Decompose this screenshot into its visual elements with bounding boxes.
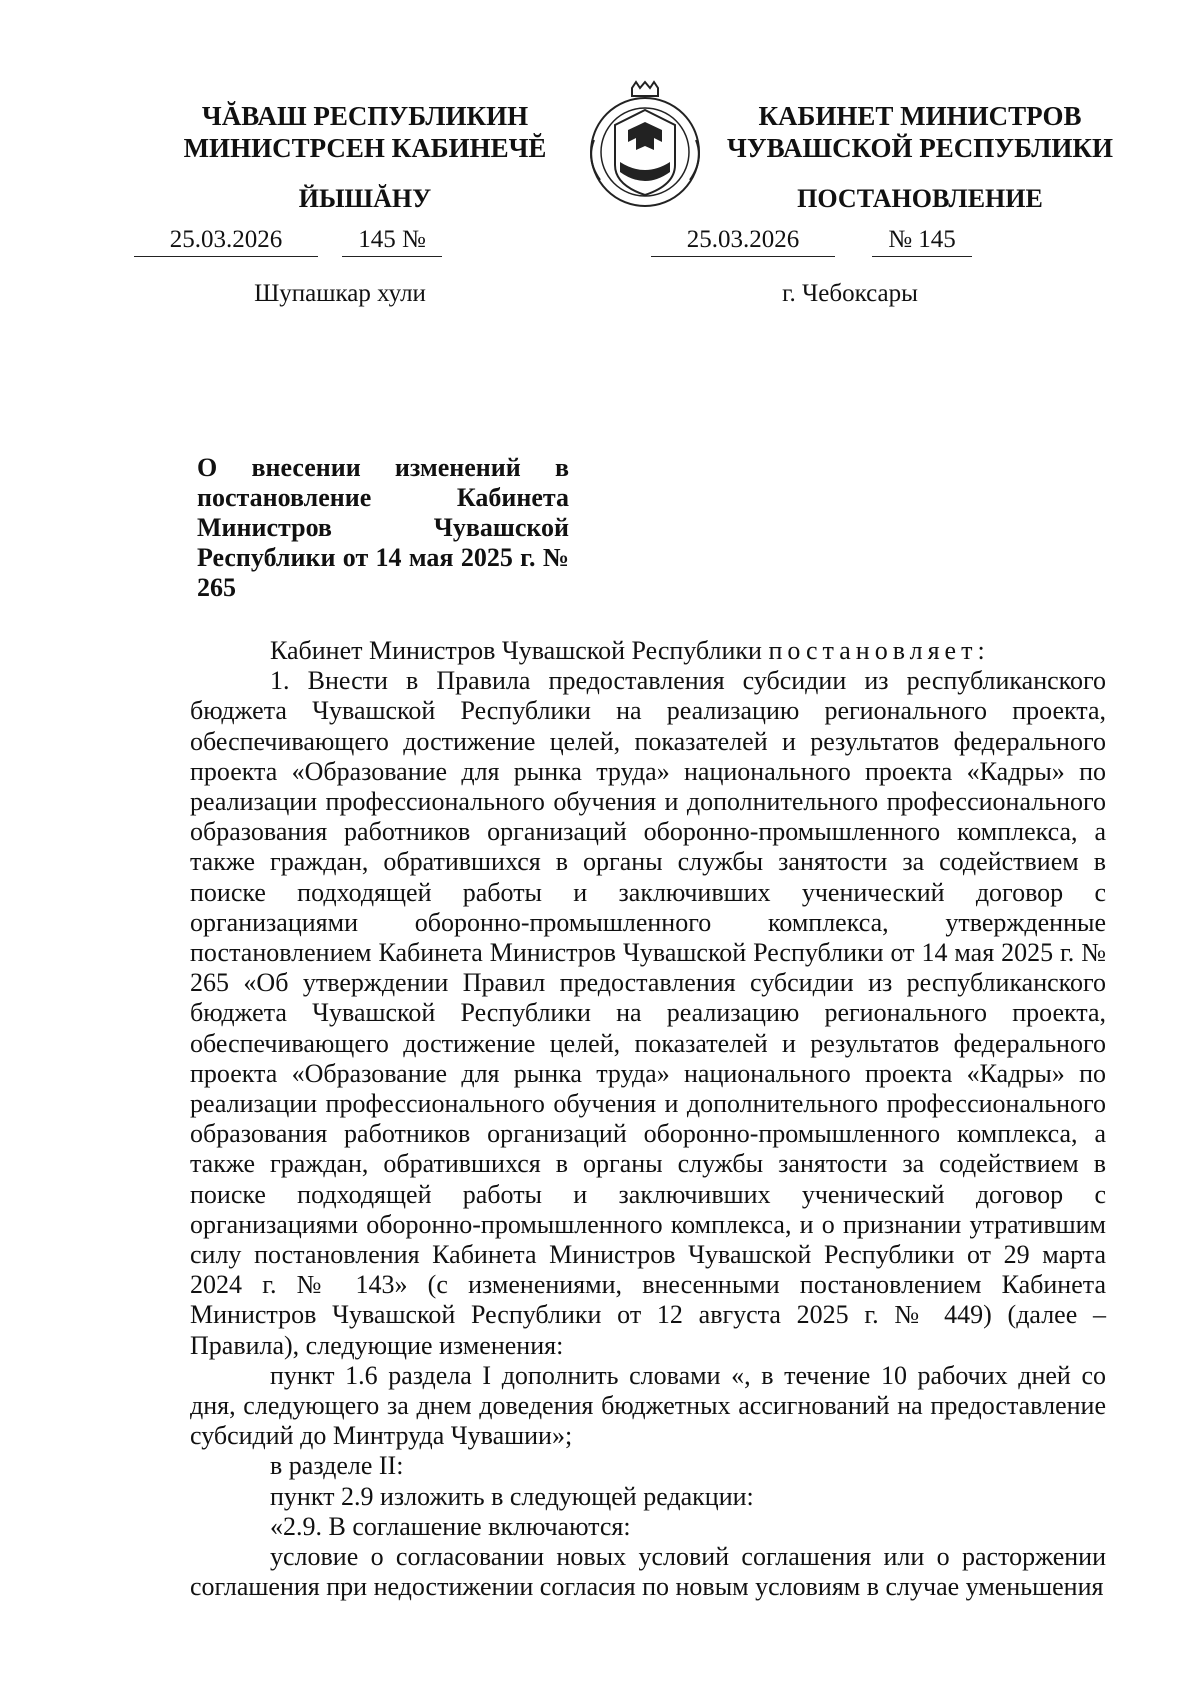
city-left: Шупашкар хули <box>254 280 426 307</box>
header-left-line2: МИНИСТРСЕН КАБИНЕЧĔ <box>183 133 547 163</box>
intro-paragraph <box>190 636 1106 666</box>
date-left: 25.03.2026 <box>134 226 318 257</box>
document-body <box>190 636 1106 1603</box>
paragraph-2: пункт 1.6 раздела I дополнить словами «, в течение 10 рабочих дней со дня, следующего за днем доведения бюджетных ассигнований на предоставление субсидий до Минтруда Чувашии»; <box>190 1360 1106 1451</box>
paragraph-5: «2.9. В соглашение включаются: <box>270 1511 631 1541</box>
paragraph-4: пункт 2.9 изложить в следующей редакции: <box>270 1481 754 1511</box>
number-left: 145 № <box>342 226 442 257</box>
header-left-line1: ЧĂВАШ РЕСПУБЛИКИН <box>201 101 529 131</box>
date-right: 25.03.2026 <box>651 226 835 257</box>
intro-spaced: постановляет: <box>768 636 990 665</box>
paragraph-6: условие о согласовании новых условий соглашения или о расторжении соглашения при недостижении согласия по новым условиям в случае уменьшения <box>190 1542 1106 1602</box>
header-right <box>710 100 1130 164</box>
paragraph-1: 1. Внести в Правила предоставления субсидии из республиканского бюджета Чувашской Республики на реализацию регионального проекта, обеспечивающего достижение целей, показателей и результатов федерального проекта «Образование для рынка труда» национального проекта «Кадры» по реализации профессионального обучения и дополнительного профессионального образования работников организаций оборонно-промышленного комплекса, а также граждан, обратившихся в органы службы занятости за содействием в поиске подходящей работы и заключивших ученический договор с организациями оборонно-промышленного комплекса, утвержденные постановлением Кабинета Министров Чувашской Республики от 14 мая 2025 г. № 265 «Об утверждении Правил предоставления субсидии из республиканского бюджета Чувашской Республики на реализацию регионального проекта, обеспечивающего достижение целей, показателей и результатов федерального проекта «Образование для рынка труда» национального проекта «Кадры» по реализации профессионального обучения и дополнительного профессионального образования работников организаций оборонно-промышленного комплекса, а также граждан, обратившихся в органы службы занятости за содействием в поиске подходящей работы и заключивших ученический договор с организациями оборонно-промышленного комплекса, и о признании утратившим силу постановления Кабинета Министров Чувашской Республики от 29 марта 2024 г. № 143» (с изменениями, внесенными постановлением Кабинета Министров Чувашской Республики от 12 августа 2025 г. № 449) (далее – Правила), следующие изменения: <box>190 666 1106 1360</box>
header-left <box>160 100 570 164</box>
document-title: О внесении изменений в постановление Кабинета Министров Чувашской Республики от 14 мая 2025 г. № 265 <box>197 453 569 602</box>
header-right-line2: ЧУВАШСКОЙ РЕСПУБЛИКИ <box>727 133 1113 163</box>
intro-prefix: Кабинет Министров Чувашской Республики <box>270 636 769 665</box>
doc-type-right: ПОСТАНОВЛЕНИЕ <box>797 184 1043 213</box>
chuvash-coat-of-arms-icon <box>580 80 710 210</box>
paragraph-3: в разделе II: <box>270 1451 404 1481</box>
doc-type-left: ЙЫШĂНУ <box>298 184 432 213</box>
city-right: г. Чебоксары <box>782 280 918 307</box>
header-right-line1: КАБИНЕТ МИНИСТРОВ <box>758 101 1082 131</box>
number-right: № 145 <box>872 226 972 257</box>
